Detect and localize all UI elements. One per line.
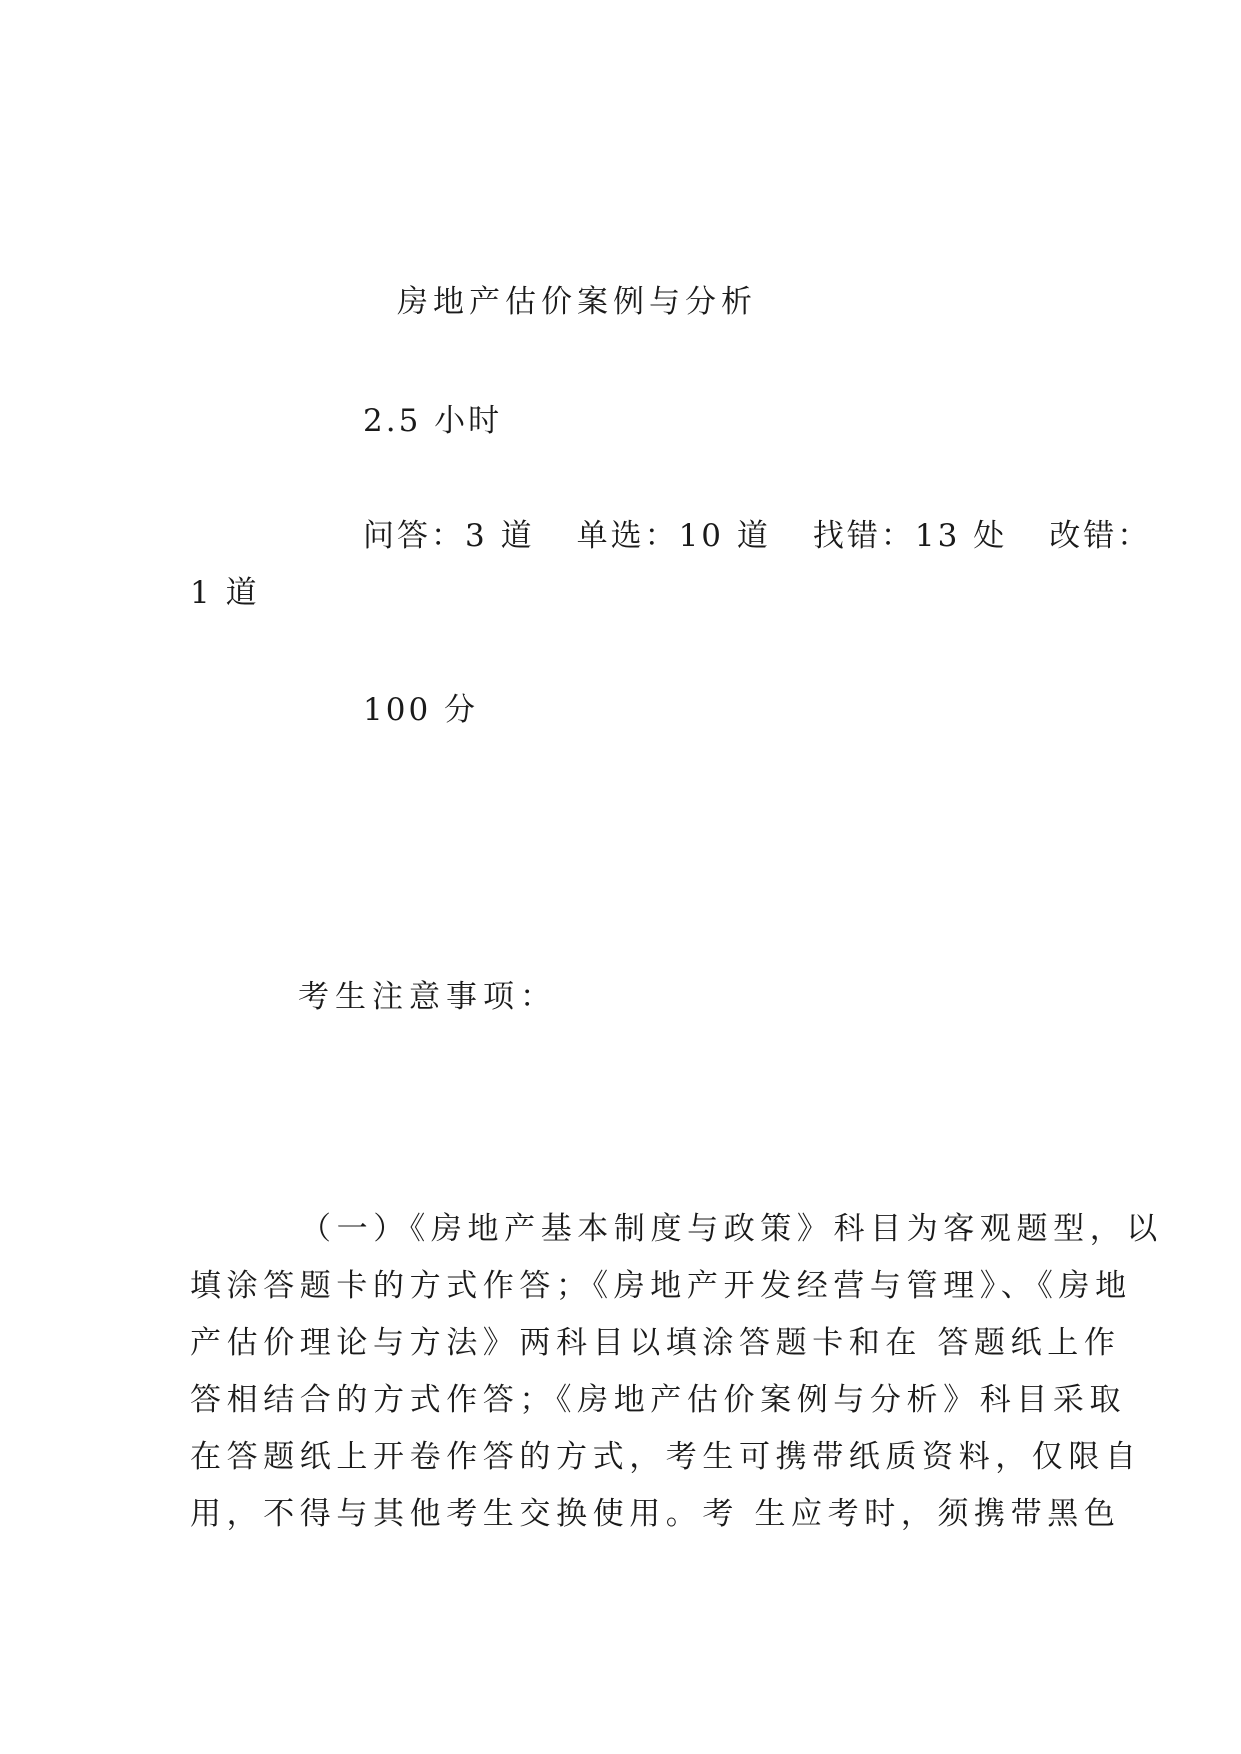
notice-paragraph-line: 在答题纸上开卷作答的方式，考生可携带纸质资料，仅限自	[190, 1439, 1142, 1475]
question-type-qa: 问答：3 道	[363, 518, 535, 554]
question-type-correct-errors-count: 1 道	[190, 575, 260, 611]
notice-paragraph-line: 填涂答题卡的方式作答；《房地产开发经营与管理》、《房地	[190, 1268, 1132, 1304]
exam-subject-title: 房地产估价案例与分析	[397, 284, 757, 320]
notice-paragraph-line: （一）《房地产基本制度与政策》科目为客观题型，以	[300, 1211, 1163, 1247]
question-type-correct-errors: 改错：	[1049, 518, 1152, 554]
notice-heading: 考生注意事项：	[298, 979, 557, 1015]
notice-paragraph-line: 产估价理论与方法》两科目以填涂答题卡和在 答题纸上作	[190, 1325, 1121, 1361]
exam-duration: 2.5 小时	[363, 403, 503, 439]
notice-paragraph-line: 用，不得与其他考生交换使用。考 生应考时，须携带黑色	[190, 1496, 1121, 1532]
notice-paragraph-line: 答相结合的方式作答；《房地产估价案例与分析》科目采取	[190, 1382, 1127, 1418]
exam-total-score: 100 分	[363, 692, 479, 728]
question-type-find-errors: 找错：13 处	[812, 518, 1008, 554]
question-type-single-choice: 单选：10 道	[576, 518, 771, 554]
question-structure	[363, 516, 1151, 556]
